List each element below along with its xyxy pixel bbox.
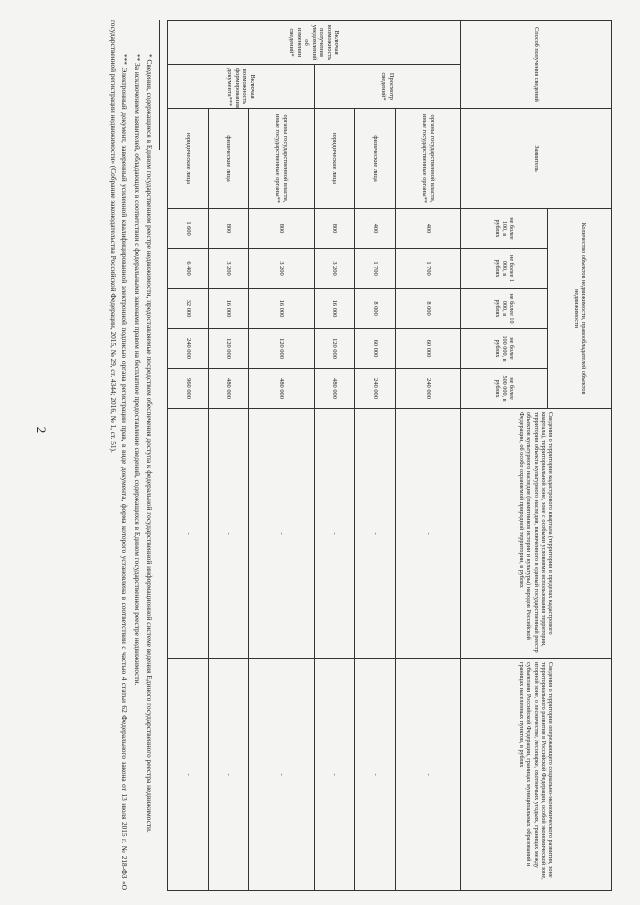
fee-cell: 480 000 — [208, 369, 249, 409]
fee-cell: 1 700 — [395, 249, 460, 289]
fee-cell: 960 000 — [168, 369, 209, 409]
special-cell: - — [314, 659, 355, 891]
applicant-cell: юридические лица — [314, 109, 355, 209]
header-method: Способ получения сведений — [461, 21, 612, 109]
fee-cell: 8 000 — [395, 289, 460, 329]
page-number: 2 — [34, 426, 49, 434]
method-notify: Включая возможность получения уведомлений об изменении сведений* — [168, 21, 461, 65]
header-tier: не более 100, в рублях — [461, 209, 548, 249]
cadastral-cell: - — [395, 409, 460, 659]
special-cell: - — [208, 659, 249, 891]
fee-cell: 800 — [314, 209, 355, 249]
applicant-cell: органы государственной власти, иные государственные органы** — [395, 109, 460, 209]
rotated-page-content — [24, 20, 612, 890]
fee-cell: 60 000 — [355, 329, 396, 369]
fee-table — [167, 20, 612, 891]
method-document: Включая возможность формирования документа*** — [168, 65, 315, 109]
footnotes — [24, 20, 160, 890]
fee-cell: 800 — [208, 209, 249, 249]
table-row — [314, 21, 355, 891]
table-row — [208, 21, 249, 891]
fee-cell: 16 000 — [208, 289, 249, 329]
fee-cell: 3 200 — [208, 249, 249, 289]
applicant-cell: органы государственной власти, иные государственные органы** — [249, 109, 314, 209]
applicant-cell: физические лица — [208, 109, 249, 209]
applicant-cell: юридические лица — [168, 109, 209, 209]
fee-cell: 240 000 — [168, 329, 209, 369]
fee-cell: 32 000 — [168, 289, 209, 329]
fee-cell: 8 000 — [355, 289, 396, 329]
header-tier: не более 10 000, в рублях — [461, 289, 548, 329]
table-row — [249, 21, 314, 891]
header-cadastral: Сведения о территории кадастрового квартала (территории в пределах кадастрового квартала), территориальной зоне, зоне с особыми условиями использования территории, территории объекта культурного наследия, включенного в единый государственный реестр объектов культурного наследия (памятников истории и культуры) народов Российской Федерации, об особо охраняемой природной территории, в рублях — [461, 409, 612, 659]
footnote-3: *** Электронный документ, заверенный усиленной квалифицированной электронной подписью органа регистрации прав, в виде документа, форма которого установлена в соответствии с частью 4 статьи 62 Федерального закона от 13 июля 2015 г. № 218-ФЗ «О государственной регистрации недвижимости» (Собрание законодательства Российской Федерации, 2015, № 29, ст. 4344; 2016, № 1, ст. 51). — [109, 20, 130, 890]
applicant-cell: физические лица — [355, 109, 396, 209]
header-tier: не более 1 000, в рублях — [461, 249, 548, 289]
cadastral-cell: - — [168, 409, 209, 659]
fee-cell: 60 000 — [395, 329, 460, 369]
special-cell: - — [355, 659, 396, 891]
fee-cell: 3 200 — [249, 249, 314, 289]
header-special-zones: Сведения о территории опережающего социально-экономического развития, зоне территориального развития в Российской Федерации, особой экономической зоне, игорной зоне, о лесничестве, лесопарке, охотничьих угодьях, границах между субъектами Российской Федерации, границах муниципальных образований и границах населенных пунктов, в рублях — [461, 659, 612, 891]
fee-cell: 16 000 — [314, 289, 355, 329]
fee-cell: 240 000 — [395, 369, 460, 409]
cadastral-cell: - — [355, 409, 396, 659]
fee-table-container — [167, 20, 612, 890]
header-row-1 — [548, 21, 612, 891]
header-tier: не более 100 000, в рублях — [461, 329, 548, 369]
method-view: Просмотр сведений* — [314, 65, 460, 109]
footnote-2: ** За исключением заявителей, обладающих в соответствии с федеральными законами правом на бесплатное предоставление сведений, содержащихся в Едином государственном реестре недвижимости. — [132, 54, 142, 686]
header-applicant: Заявитель — [461, 109, 612, 209]
fee-cell: 480 000 — [314, 369, 355, 409]
table-row — [355, 21, 396, 891]
fee-cell: 120 000 — [314, 329, 355, 369]
header-objects-group: Количество объектов недвижимости, правообладателей объектов недвижимости — [548, 209, 612, 409]
fee-cell: 240 000 — [355, 369, 396, 409]
footnote-1: * Сведения, содержащиеся в Едином государственном реестре недвижимости, предоставляемые посредством обеспечения доступа к федеральной государственной информационной системе ведения Единого государственного реестра недвижимости. — [145, 54, 154, 833]
special-cell: - — [168, 659, 209, 891]
fee-cell: 480 000 — [249, 369, 314, 409]
fee-cell: 3 200 — [314, 249, 355, 289]
special-cell: - — [249, 659, 314, 891]
table-row — [395, 21, 460, 891]
special-cell: - — [395, 659, 460, 891]
fee-cell: 120 000 — [208, 329, 249, 369]
cadastral-cell: - — [249, 409, 314, 659]
fee-cell: 800 — [249, 209, 314, 249]
header-tier: не более 500 000, в рублях — [461, 369, 548, 409]
cadastral-cell: - — [314, 409, 355, 659]
cadastral-cell: - — [208, 409, 249, 659]
fee-cell: 16 000 — [249, 289, 314, 329]
footnote-divider — [159, 20, 160, 150]
table-row — [168, 21, 209, 891]
fee-cell: 120 000 — [249, 329, 314, 369]
fee-cell: 1 700 — [355, 249, 396, 289]
fee-cell: 1 600 — [168, 209, 209, 249]
fee-cell: 400 — [355, 209, 396, 249]
fee-cell: 6 400 — [168, 249, 209, 289]
fee-cell: 400 — [395, 209, 460, 249]
